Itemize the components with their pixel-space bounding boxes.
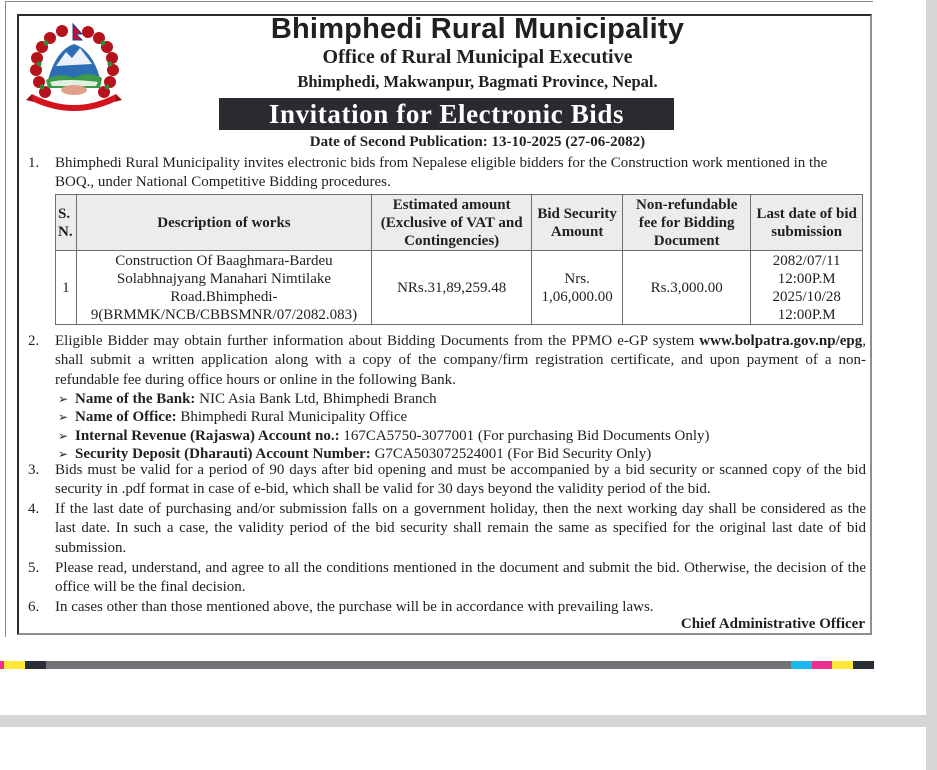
cell-bid-security: Nrs. 1,06,000.00	[532, 251, 623, 325]
clause-number: 3.	[28, 462, 40, 478]
bank-detail-value: NIC Asia Bank Ltd, Bhimphedi Branch	[195, 390, 437, 407]
clause-number: 5.	[28, 560, 40, 576]
office-title: Office of Rural Municipal Executive	[322, 46, 633, 68]
color-bar-pink-right	[812, 661, 832, 669]
bank-detail-value: Bhimphedi Rural Municipality Office	[176, 409, 408, 426]
clause-text: If the last date of purchasing and/or submission falls on a government holiday, then the next working day shall be considered as the last date. In such a case, the validity period of the bid security shall remain the same as specified for the original last date of bid submission.	[55, 501, 866, 556]
clause-number: 6.	[28, 599, 40, 615]
clause-4	[28, 500, 866, 558]
bank-detail-label: Name of the Bank:	[75, 390, 196, 407]
color-bar-yellow-right	[832, 661, 853, 669]
color-bar-gray	[46, 661, 791, 669]
cell-fee: Rs.3,000.00	[623, 251, 751, 325]
arrow-bullet-icon: ➢	[58, 410, 69, 425]
signature-title: Chief Administrative Officer	[680, 616, 865, 632]
arrow-bullet-icon: ➢	[58, 447, 69, 462]
last-time-bs: 12:00P.M	[777, 270, 836, 287]
cell-last-date	[751, 251, 863, 325]
page-frame-top	[5, 1, 873, 2]
clause-text-part: , shall submit a written application along with a copy of the company/firm registration certificate, and upon payment of a non-refundable fee during office hours or online in the following Bank.	[55, 333, 866, 388]
clause-2	[28, 332, 866, 464]
scrollbar-track[interactable]	[926, 0, 937, 770]
table-header-row	[56, 195, 863, 251]
color-bar-yellow-left	[4, 661, 25, 669]
cell-description: Construction Of Baaghmara-Bardeu Solabhnajyang Manahari Nimtilake Road.Bhimphedi-9(BRMMK/NCB/CBBSMNR/07/2082.083)	[76, 251, 371, 325]
clause-text: Please read, understand, and agree to all the conditions mentioned in the document and submit the bid. Otherwise, the decision of the office will be the final decision.	[55, 560, 866, 596]
page-separator	[0, 715, 926, 727]
last-date-bs: 2082/07/11	[772, 252, 841, 269]
header-estimated-amount: Estimated amount (Exclusive of VAT and Contingencies)	[372, 195, 532, 251]
cell-sn: 1	[56, 251, 77, 325]
clause-text	[55, 332, 866, 390]
clause-6	[28, 598, 866, 617]
bank-detail-label: Name of Office:	[75, 409, 177, 426]
bank-detail-label: Security Deposit (Dharauti) Account Number:	[75, 446, 371, 463]
clause-text: Bids must be valid for a period of 90 days after bid opening and must be accompanied by a bid security or scanned copy of the bid security in .pdf format in case of e-bid, which shall be valid for 30 days beyond the validity period of the bid.	[55, 462, 866, 498]
clause-3	[28, 461, 866, 500]
bank-details-list	[55, 390, 866, 464]
clause-text-part: Eligible Bidder may obtain further information about Bidding Documents from the PPMO e-GP system	[55, 333, 700, 349]
clause-number: 2.	[28, 333, 40, 349]
clause-text: Bhimphedi Rural Municipality invites electronic bids from Nepalese eligible bidders for the Construction work mentioned in the BOQ., under National Competitive Bidding procedures.	[55, 155, 828, 191]
bank-detail-value: G7CA503072524001 (For Bid Security Only)	[370, 446, 652, 463]
color-bar-dark-right	[853, 661, 874, 669]
clause-number: 4.	[28, 501, 40, 517]
bank-detail-item	[55, 408, 866, 427]
clause-number: 1.	[28, 155, 40, 171]
municipality-title: Bhimphedi Rural Municipality	[270, 13, 685, 45]
page-frame-left	[5, 1, 6, 637]
header-description: Description of works	[76, 195, 371, 251]
header-last-date: Last date of bid submission	[751, 195, 863, 251]
bolpatra-link[interactable]: www.bolpatra.gov.np/epg	[699, 333, 863, 349]
table-row	[56, 251, 863, 325]
last-time-ad: 12:00P.M	[777, 306, 836, 323]
last-date-ad: 2025/10/28	[772, 288, 841, 305]
bank-detail-item	[55, 427, 866, 446]
notice-banner: Invitation for Electronic Bids	[219, 98, 674, 130]
header-fee: Non-refundable fee for Bidding Document	[623, 195, 751, 251]
clause-1	[28, 154, 866, 193]
arrow-bullet-icon: ➢	[58, 428, 69, 443]
arrow-bullet-icon: ➢	[58, 391, 69, 406]
bank-detail-value: 167CA5750-3077001 (For purchasing Bid Documents Only)	[339, 427, 710, 444]
cell-estimated-amount: NRs.31,89,259.48	[372, 251, 532, 325]
header-sn: S. N.	[56, 195, 77, 251]
bank-detail-item	[55, 390, 866, 409]
publication-date: Date of Second Publication: 13-10-2025 (27-06-2082)	[309, 134, 646, 150]
header-bid-security: Bid Security Amount	[532, 195, 623, 251]
office-address: Bhimphedi, Makwanpur, Bagmati Province, Nepal.	[297, 72, 658, 91]
color-bar-cyan-right	[791, 661, 812, 669]
color-bar-dark-left	[25, 661, 46, 669]
clause-text: In cases other than those mentioned above, the purchase will be in accordance with prevailing laws.	[55, 599, 654, 615]
bids-table	[55, 194, 863, 325]
bank-detail-label: Internal Revenue (Rajaswa) Account no.:	[75, 427, 340, 444]
clause-5	[28, 559, 866, 598]
